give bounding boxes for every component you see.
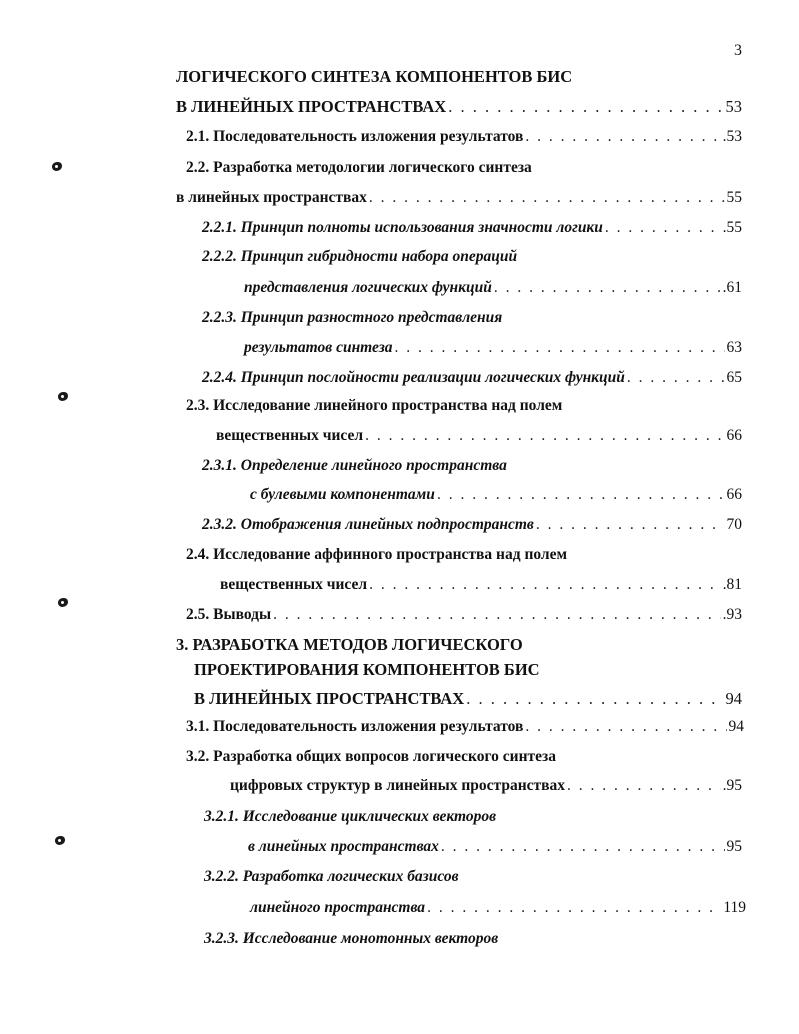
toc-entry <box>194 688 742 710</box>
toc-text: в линейных пространствах <box>248 838 439 855</box>
toc-text: ПРОЕКТИРОВАНИЯ КОМПОНЕНТОВ БИС <box>194 660 540 679</box>
dot-leader <box>448 96 723 118</box>
toc-text: 2.3.2. Отображения линейных подпространств <box>202 516 534 533</box>
toc-entry <box>186 746 556 768</box>
toc-page: 95 <box>726 838 742 855</box>
toc-page: .61 <box>722 279 742 296</box>
toc-page: .93 <box>722 606 742 623</box>
toc-text: 2.3. Исследование линейного пространства над полем <box>186 397 563 414</box>
toc-page: 94 <box>728 718 744 735</box>
dot-leader <box>427 897 721 919</box>
toc-entry <box>202 367 742 389</box>
dot-leader <box>369 187 725 209</box>
dot-leader <box>605 217 721 239</box>
toc-entry <box>202 514 742 536</box>
dot-leader <box>395 337 725 359</box>
page-number: 3 <box>734 42 742 59</box>
toc-chapter-heading <box>176 634 523 656</box>
toc-text: 3.2.1. Исследование циклических векторов <box>204 808 497 825</box>
toc-page: 55 <box>726 189 742 206</box>
toc-entry <box>244 277 742 299</box>
scan-mark <box>52 162 62 171</box>
toc-entry <box>244 337 742 359</box>
toc-text: 2.2.1. Принцип полноты использования значности логики <box>202 219 603 236</box>
toc-entry <box>202 307 502 329</box>
toc-text: 2.3.1. Определение линейного пространства <box>202 457 507 474</box>
toc-text: 3.2.2. Разработка логических базисов <box>204 868 459 885</box>
toc-page: 66 <box>726 486 742 503</box>
dot-leader <box>536 514 725 536</box>
toc-page: 94 <box>725 689 742 708</box>
toc-text: вещественных чисел <box>216 427 364 444</box>
dot-leader <box>441 836 725 858</box>
toc-page: 63 <box>726 339 742 356</box>
dot-leader <box>369 574 721 596</box>
dot-leader <box>525 716 726 738</box>
toc-entry <box>250 897 746 919</box>
toc-entry <box>186 157 532 179</box>
dot-leader <box>437 484 725 506</box>
toc-page: 53 <box>725 97 742 116</box>
toc-page: .53 <box>722 128 742 145</box>
toc-entry <box>250 484 742 506</box>
toc-text: результатов синтеза <box>244 339 393 356</box>
scan-mark <box>55 836 65 845</box>
dot-leader <box>627 367 725 389</box>
toc-text: в линейных пространствах <box>176 189 367 206</box>
toc-text: линейного пространства <box>250 899 426 916</box>
toc-page: 70 <box>726 516 742 533</box>
toc-chapter-heading <box>194 659 540 681</box>
toc-entry <box>216 425 742 447</box>
toc-text: ЛОГИЧЕСКОГО СИНТЕЗА КОМПОНЕНТОВ БИС <box>176 67 573 86</box>
toc-text: В ЛИНЕЙНЫХ ПРОСТРАНСТВАХ <box>194 689 465 708</box>
toc-entry <box>186 716 744 738</box>
toc-page: 66 <box>726 427 742 444</box>
toc-text: 2.2.2. Принцип гибридности набора операций <box>202 248 518 265</box>
dot-leader <box>365 425 724 447</box>
toc-text: цифровых структур в линейных пространствах <box>230 777 566 794</box>
toc-entry <box>204 806 496 828</box>
toc-text: 2.1. Последовательность изложения результатов <box>186 128 524 145</box>
toc-entry <box>220 574 742 596</box>
toc-page: 65 <box>726 369 742 386</box>
toc-entry <box>176 187 742 209</box>
toc-text: 2.4. Исследование аффинного пространства над полем <box>186 546 568 563</box>
toc-text: 2.2.3. Принцип разностного представления <box>202 309 503 326</box>
toc-text: 3.2.3. Исследование монотонных векторов <box>204 930 499 947</box>
dot-leader <box>273 604 721 626</box>
toc-page: 119 <box>723 899 746 916</box>
toc-page: .81 <box>722 576 742 593</box>
toc-entry <box>176 96 742 118</box>
toc-entry <box>230 775 742 797</box>
toc-entry <box>204 928 498 950</box>
scan-mark <box>58 392 68 401</box>
toc-text: вещественных чисел <box>220 576 368 593</box>
toc-text: 3. РАЗРАБОТКА МЕТОДОВ ЛОГИЧЕСКОГО <box>176 635 523 654</box>
dot-leader <box>494 277 721 299</box>
toc-text: представления логических функций <box>244 279 492 296</box>
toc-page: .95 <box>722 777 742 794</box>
toc-text: 2.5. Выводы <box>186 606 272 623</box>
toc-entry <box>202 246 517 268</box>
toc-entry <box>186 544 567 566</box>
dot-leader <box>466 688 723 710</box>
toc-text: с булевыми компонентами <box>250 486 435 503</box>
toc-text: 3.1. Последовательность изложения результатов <box>186 718 524 735</box>
toc-entry <box>186 604 742 626</box>
toc-heading-line <box>176 66 572 88</box>
toc-entry <box>186 395 562 417</box>
toc-entry <box>202 455 507 477</box>
dot-leader <box>525 126 720 148</box>
scan-mark <box>58 598 68 607</box>
dot-leader <box>567 775 721 797</box>
toc-text: 2.2.4. Принцип послойности реализации логических функций <box>202 369 625 386</box>
toc-entry <box>202 217 742 239</box>
toc-entry <box>248 836 742 858</box>
toc-text: 2.2. Разработка методологии логического синтеза <box>186 159 532 176</box>
toc-text: В ЛИНЕЙНЫХ ПРОСТРАНСТВАХ <box>176 97 447 116</box>
toc-entry <box>204 866 459 888</box>
toc-page: .55 <box>722 219 742 236</box>
toc-text: 3.2. Разработка общих вопросов логического синтеза <box>186 748 556 765</box>
toc-entry <box>186 126 742 148</box>
